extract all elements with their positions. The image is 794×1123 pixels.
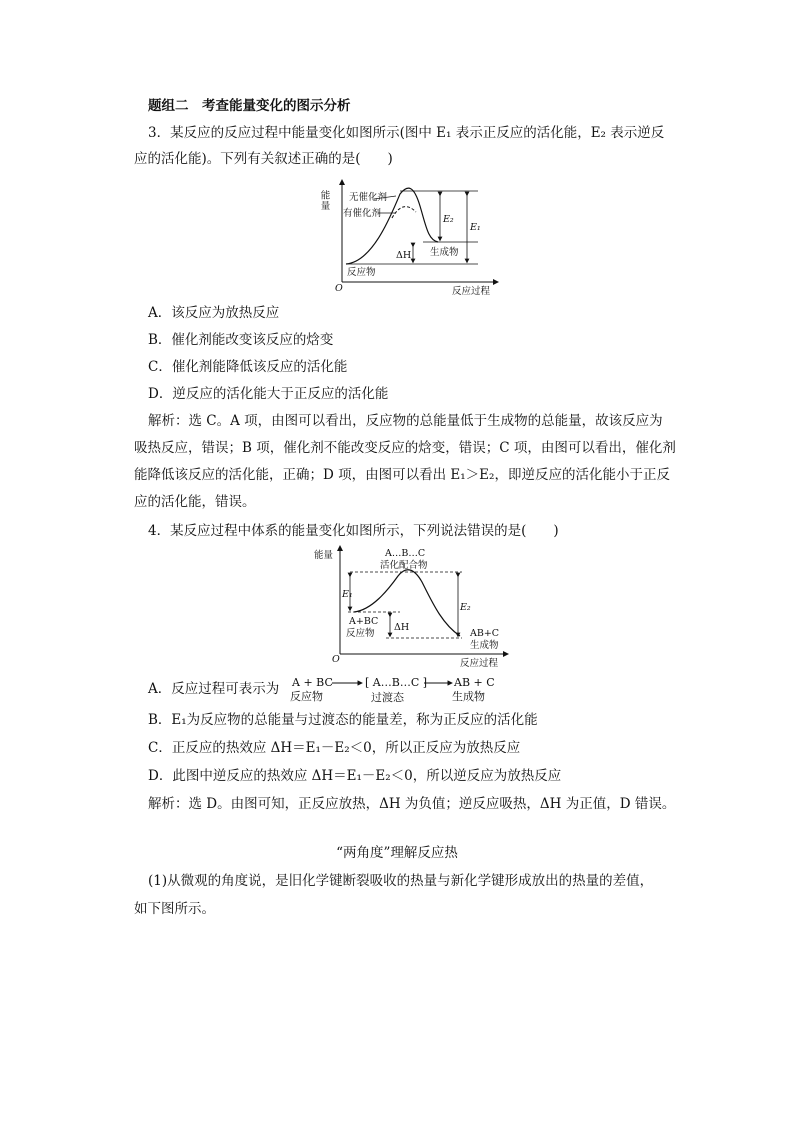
q4-scheme-ts-formula: [ A…B…C ] — [365, 676, 428, 689]
section-title: “两角度”理解反应热 — [336, 845, 458, 861]
group-title: 题组二 考查能量变化的图示分析 — [148, 98, 351, 114]
q4-scheme-product-formula: AB + C — [454, 676, 495, 689]
q4-e1-label: E₁ — [342, 589, 353, 600]
q4-stem: 4．某反应过程中体系的能量变化如图所示，下列说法错误的是( ) — [148, 523, 559, 539]
section-para-line1: (1)从微观的角度说，是旧化学键断裂吸收的热量与新化学键形成放出的热量的差值， — [148, 873, 654, 889]
q3-origin-label: O — [335, 283, 343, 294]
q3-analysis-line1: 解析：选 C。A 项，由图可以看出，反应物的总能量低于生成物的总能量，故该反应为 — [148, 413, 663, 429]
q4-scheme-product-label: 生成物 — [452, 690, 485, 703]
q4-product-formula: AB+C — [470, 628, 500, 639]
q4-energy-diagram — [310, 544, 510, 669]
q3-analysis-line2: 吸热反应，错误；B 项，催化剂不能改变反应的焓变，错误；C 项，由图可以看出，催化剂 — [134, 440, 676, 456]
q3-option-b: B．催化剂能改变该反应的焓变 — [148, 332, 334, 348]
q3-energy-diagram — [320, 178, 500, 298]
q4-product-label: 生成物 — [470, 640, 499, 651]
q4-option-a-scheme — [288, 672, 508, 706]
q3-option-a: A．该反应为放热反应 — [148, 305, 280, 321]
q3-option-c: C．催化剂能降低该反应的活化能 — [148, 359, 348, 375]
q3-reactant-label: 反应物 — [347, 267, 376, 278]
q3-e2-label: E₂ — [443, 214, 454, 225]
q3-no-cat-label: 无催化剂 — [349, 192, 388, 203]
q4-x-axis-label: 反应过程 — [460, 658, 499, 669]
q3-x-axis-label: 反应过程 — [452, 286, 491, 297]
q3-analysis-line3: 能降低该反应的活化能，正确；D 项，由图可以看出 E₁＞E₂，即逆反应的活化能小于正反 — [134, 467, 670, 483]
q4-option-d: D．此图中逆反应的热效应 ΔH＝E₁－E₂＜0，所以逆反应为放热反应 — [148, 768, 562, 784]
section-para-line2: 如下图所示。 — [134, 901, 215, 917]
q4-option-b: B．E₁为反应物的总能量与过渡态的能量差，称为正反应的活化能 — [148, 712, 538, 728]
q4-reactant-label: 反应物 — [346, 628, 375, 639]
q4-ts-label: 活化配合物 — [380, 560, 428, 571]
q4-y-axis-label: 能量 — [314, 550, 334, 561]
q4-scheme-ts-label: 过渡态 — [371, 691, 404, 704]
q3-dh-label: ΔH — [396, 250, 412, 261]
q3-analysis-line4: 应的活化能，错误。 — [134, 494, 256, 510]
q4-scheme-reactant-label: 反应物 — [290, 690, 323, 703]
q4-origin-label: O — [332, 654, 340, 665]
q4-reactant-formula: A+BC — [349, 616, 379, 627]
q3-catalyzed-curve — [392, 207, 416, 218]
q4-analysis: 解析：选 D。由图可知，正反应放热，ΔH 为负值；逆反应吸热，ΔH 为正值，D 错误。 — [148, 796, 676, 812]
q3-stem-line2: 应的活化能)。下列有关叙述正确的是( ) — [134, 151, 393, 167]
q3-stem-line1: 3．某反应的反应过程中能量变化如图所示(图中 E₁ 表示正反应的活化能，E₂ 表示逆反 — [148, 125, 665, 141]
q4-dh-label: ΔH — [394, 622, 410, 633]
q3-option-d: D．逆反应的活化能大于正反应的活化能 — [148, 386, 389, 402]
q4-e2-label: E₂ — [460, 602, 471, 613]
q3-product-label: 生成物 — [430, 247, 459, 258]
q4-option-a-prefix: A．反应过程可表示为 — [148, 681, 280, 697]
q3-cat-label: 有催化剂 — [343, 208, 382, 219]
q4-option-c: C．正反应的热效应 ΔH＝E₁－E₂＜0，所以正反应为放热反应 — [148, 740, 521, 756]
q3-e1-label: E₁ — [470, 222, 481, 233]
q3-y-axis-label-1: 能量 — [318, 190, 330, 211]
q4-scheme-reactant-formula: A + BC — [292, 676, 333, 689]
q4-ts-formula: A…B…C — [385, 548, 426, 559]
